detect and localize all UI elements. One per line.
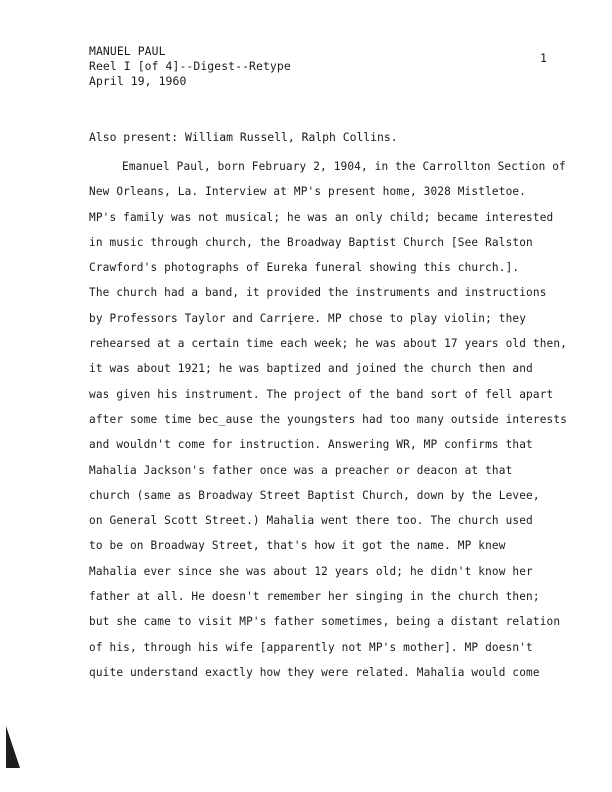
document-header [89,44,291,89]
reel-info: Reel I [of 4]--Digest--Retype [89,59,291,73]
body-line: was given his instrument. The project of the band sort of fell apart [89,387,554,401]
scan-edge-mark [6,726,20,768]
body-line: it was about 1921; he was baptized and joined the church then and [89,362,533,376]
body-line: of his, through his wife [apparently not MP's mother]. MP doesn't [89,640,533,654]
interview-digest-body [89,159,604,690]
body-line: in music through church, the Broadway Baptist Church [See Ralston [89,235,533,249]
body-line: New Orleans, La. Interview at MP's present home, 3028 Mistletoe. [89,185,527,199]
body-line: rehearsed at a certain time each week; he was about 17 years old then, [89,337,568,351]
body-line: quite understand exactly how they were related. Mahalia would come [89,665,540,679]
body-line: Emanuel Paul, born February 2, 1904, in the Carrollton Section of [122,160,566,173]
interview-date: April 19, 1960 [89,74,187,88]
interviewee-name: MANUEL PAUL [89,44,166,58]
body-line: Mahalia ever since she was about 12 years old; he didn't know her [89,564,533,578]
body-line: Crawford's photographs of Eureka funeral showing this church.]. [89,261,520,275]
body-line: and wouldn't come for instruction. Answering WR, MP confirms that [89,438,533,452]
page-number: 1 [540,51,547,65]
body-line: after some time bec_ause the youngsters had too many outside interests [89,412,568,426]
body-line: The church had a band, it provided the instruments and instructions [89,286,547,300]
body-line: to be on Broadway Street, that's how it got the name. MP knew [89,539,506,553]
body-line: Mahalia Jackson's father once was a preacher or deacon at that [89,463,513,477]
body-line: church (same as Broadway Street Baptist Church, down by the Levee, [89,488,540,502]
body-line: on General Scott Street.) Mahalia went there too. The church used [89,514,533,528]
body-line: father at all. He doesn't remember her singing in the church then; [89,590,540,604]
body-line: by Professors Taylor and Carrįere. MP chose to play violin; they [89,311,527,325]
also-present-line: Also present: William Russell, Ralph Collins. [89,130,398,144]
body-line: but she came to visit MP's father sometimes, being a distant relation [89,615,561,629]
body-line: MP's family was not musical; he was an only child; became interested [89,210,554,224]
